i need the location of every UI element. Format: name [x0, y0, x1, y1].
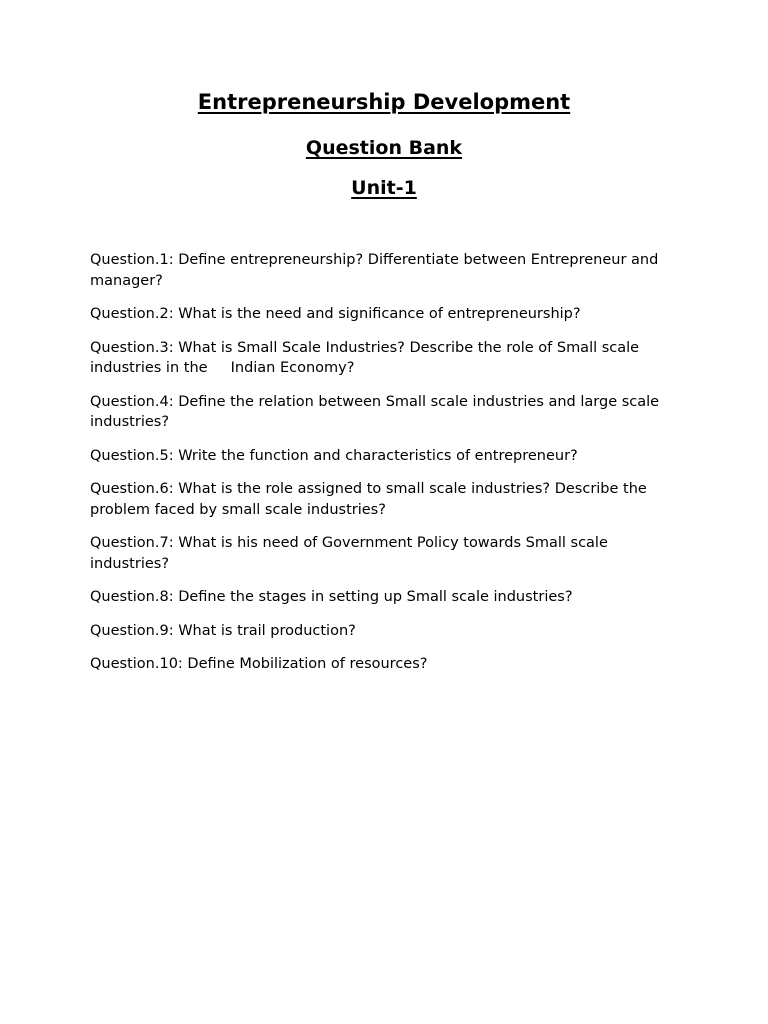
question-label: Question.5:: [90, 447, 174, 464]
question-text: What is Small Scale Industries? Describe the role of Small scale industries in the Indian Economy?: [90, 339, 644, 376]
question-item: [90, 533, 670, 574]
question-item: [90, 304, 670, 325]
question-text: What is his need of Government Policy towards Small scale industries?: [90, 535, 613, 572]
question-list: [90, 250, 670, 688]
question-label: Question.3:: [90, 339, 174, 356]
question-label: Question.8:: [90, 589, 174, 605]
question-item: [90, 587, 670, 608]
question-label: Question.4:: [90, 393, 174, 410]
unit-heading: Unit-1: [351, 177, 417, 199]
question-text: Define the stages in setting up Small scale industries?: [178, 589, 573, 605]
document-title: Entrepreneurship Development: [197, 90, 571, 114]
question-text: What is the need and significance of entrepreneurship?: [178, 306, 581, 322]
question-text: What is the role assigned to small scale industries? Describe the problem faced by small scale industries?: [90, 481, 652, 518]
question-text: Define Mobilization of resources?: [187, 656, 428, 672]
question-text: Define the relation between Small scale industries and large scale industries?: [90, 393, 664, 430]
question-label: Question.10:: [90, 656, 183, 672]
question-label: Question.2:: [90, 306, 174, 322]
question-item: [90, 338, 670, 379]
question-item: [90, 479, 670, 520]
question-item: [90, 250, 670, 291]
question-text: Define entrepreneurship? Differentiate between Entrepreneur and manager?: [90, 252, 663, 289]
document-subtitle: Question Bank: [305, 137, 463, 159]
question-text: Write the function and characteristics of entrepreneur?: [178, 447, 578, 464]
question-label: Question.9:: [90, 622, 174, 639]
question-text: What is trail production?: [178, 622, 356, 639]
question-label: Question.7:: [90, 535, 174, 551]
question-item: [90, 392, 670, 433]
question-label: Question.1:: [90, 252, 174, 268]
question-item: [90, 654, 670, 675]
question-item: [90, 446, 670, 467]
question-item: [90, 621, 670, 642]
question-label: Question.6:: [90, 481, 174, 497]
